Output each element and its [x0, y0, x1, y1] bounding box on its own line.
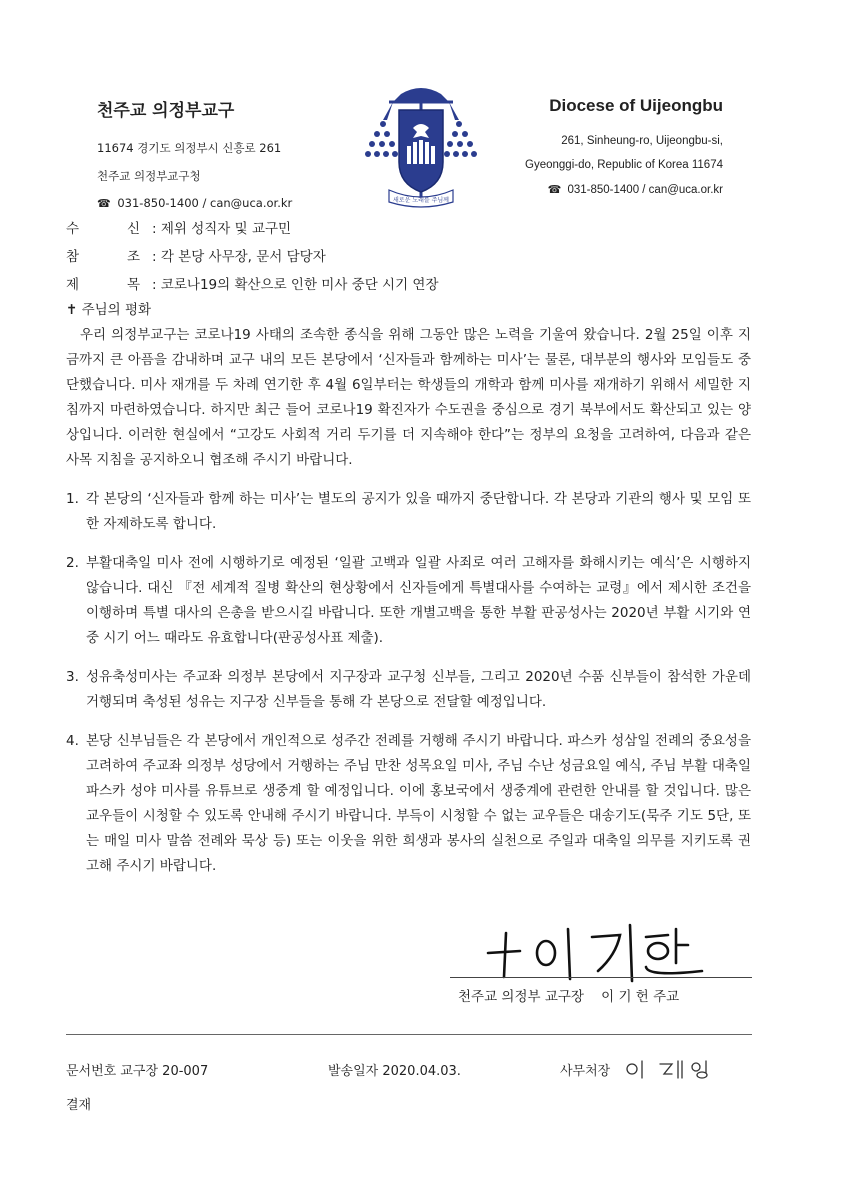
header-right [525, 96, 723, 208]
list-item-number: 3. [66, 669, 79, 685]
send-date: 발송일자 2020.04.03. [328, 1063, 461, 1079]
office-director-signature [620, 1058, 720, 1080]
reference-value: : 각 본당 사무장, 문서 담당자 [152, 249, 326, 265]
office-director [560, 1058, 720, 1080]
subject-label: 제 목 [66, 277, 140, 293]
header-left [97, 96, 292, 222]
address-english-line-1: 261, Sinheung-ro, Uijeongbu-si, [561, 135, 723, 147]
list-item-text: 본당 신부님들은 각 본당에서 개인적으로 성주간 전례를 거행해 주시기 바랍니다. 파스카 성삼일 전례의 중요성을 고려하여 주교좌 의정부 성당에서 거행하는 주님 만찬 성목요일 미사, 주님 수난 성금요일 예식, 주님 부활 대축일 파스카 성야 미사를 유튜브로 생중계 할 예정입니다. 이에 홍보국에서 생중계에 관련한 안내를 할 것입니다. 많은 교우들이 시청할 수 있도록 안내해 주시기 바랍니다. 부득이 시청할 수 없는 교우들은 대송기도(묵주 기도 5단, 또는 매일 미사 말씀 전례와 묵상 등) 또는 이웃을 위한 희생과 봉사의 실천으로 주일과 대축일 의무를 지키도록 권고해 주시기 바랍니다. [86, 733, 751, 874]
list-item-number: 2. [66, 555, 79, 571]
address-english-line-2: Gyeonggi-do, Republic of Korea 11674 [525, 159, 723, 171]
footer-divider [66, 1034, 752, 1035]
list-item-text: 성유축성미사는 주교좌 의정부 본당에서 지구장과 교구청 신부들, 그리고 2020년 수품 신부들이 참석한 가운데 거행되며 축성된 성유는 지구장 신부들을 통해 각 본당으로 전달할 예정입니다. [86, 669, 751, 710]
intro-paragraph: 우리 의정부교구는 코로나19 사태의 조속한 종식을 위해 그동안 많은 노력을 기울여 왔습니다. 2월 25일 이후 지금까지 큰 아픔을 감내하며 교구 내의 모든 본당에서 ‘신자들과 함께하는 미사’는 물론, 대부분의 행사와 모임들도 중단했습니다. 미사 재개를 두 차례 연기한 후 4월 6일부터는 학생들의 개학과 함께 미사를 재개하기 위해서 세밀한 지침까지 마련하였습니다. 하지만 최근 들어 코로나19 확진자가 수도권을 중심으로 경기 북부에서도 확산되고 있는 양상입니다. 이러한 현실에서 “고강도 사회적 거리 두기를 더 지속해야 한다”는 정부의 요청을 고려하여, 다음과 같은 사목 지침을 공지하오니 협조해 주시기 바랍니다. [66, 327, 751, 468]
subject-row [66, 273, 439, 293]
reference-label: 참 조 [66, 249, 140, 265]
office-director-label: 사무처장 [560, 1063, 611, 1079]
office-korean: 천주교 의정부교구청 [97, 169, 201, 183]
approval-label: 결재 [66, 1098, 92, 1113]
contact-english-text: 031-850-1400 / can@uca.or.kr [567, 184, 723, 196]
document-number: 문서번호 교구장 20-007 [66, 1063, 209, 1079]
org-name-korean: 천주교 의정부교구 [97, 101, 235, 121]
document-body [66, 298, 751, 879]
org-name-english: Diocese of Uijeongbu [549, 96, 723, 115]
list-item-number: 4. [66, 733, 79, 749]
document-meta [66, 217, 439, 301]
list-item [66, 487, 751, 537]
bishop-handwritten-signature [480, 915, 710, 985]
list-item-text: 각 본당의 ‘신자들과 함께 하는 미사’는 별도의 공지가 있을 때까지 중단합니다. 각 본당과 기관의 행사 및 모임 또한 자제하도록 합니다. [86, 491, 751, 532]
telephone-icon: ☎ [97, 197, 111, 210]
contact-korean [97, 196, 292, 210]
motto-text: 새로운 노래를 주님께 [393, 197, 449, 204]
subject-value: : 코로나19의 확산으로 인한 미사 중단 시기 연장 [152, 277, 439, 293]
recipient-label: 수 신 [66, 221, 140, 237]
recipient-row [66, 217, 439, 237]
signature-line [450, 977, 752, 978]
greeting: ✝ 주님의 평화 [66, 302, 152, 318]
address-korean: 11674 경기도 의정부시 신흥로 261 [97, 141, 282, 155]
list-item-text: 부활대축일 미사 전에 시행하기로 예정된 ‘일괄 고백과 일괄 사죄로 여러 고해자를 화해시키는 예식’은 시행하지 않습니다. 대신 『전 세계적 질병 확산의 현상황에서 신자들에게 특별대사를 수여하는 교령』에서 제시한 조건을 이행하며 특별 대사의 은총을 받으시길 바랍니다. 또한 개별고백을 통한 부활 판공성사는 2020년 부활 시기와 연중 시기 어느 때라도 유효합니다(판공성사표 제출). [86, 555, 751, 646]
list-item [66, 551, 751, 651]
telephone-icon: ☎ [547, 184, 562, 196]
signer-name: 천주교 의정부 교구장 이 기 헌 주교 [458, 989, 680, 1005]
diocese-coat-of-arms-icon [363, 80, 479, 210]
reference-row [66, 245, 439, 265]
contact-korean-text: 031-850-1400 / can@uca.or.kr [117, 196, 293, 210]
list-item-number: 1. [66, 491, 79, 507]
contact-english [525, 183, 723, 196]
list-item [66, 729, 751, 879]
list-item [66, 665, 751, 715]
recipient-value: : 제위 성직자 및 교구민 [152, 221, 292, 237]
footer-row [66, 1058, 756, 1080]
document-footer [66, 1058, 756, 1113]
